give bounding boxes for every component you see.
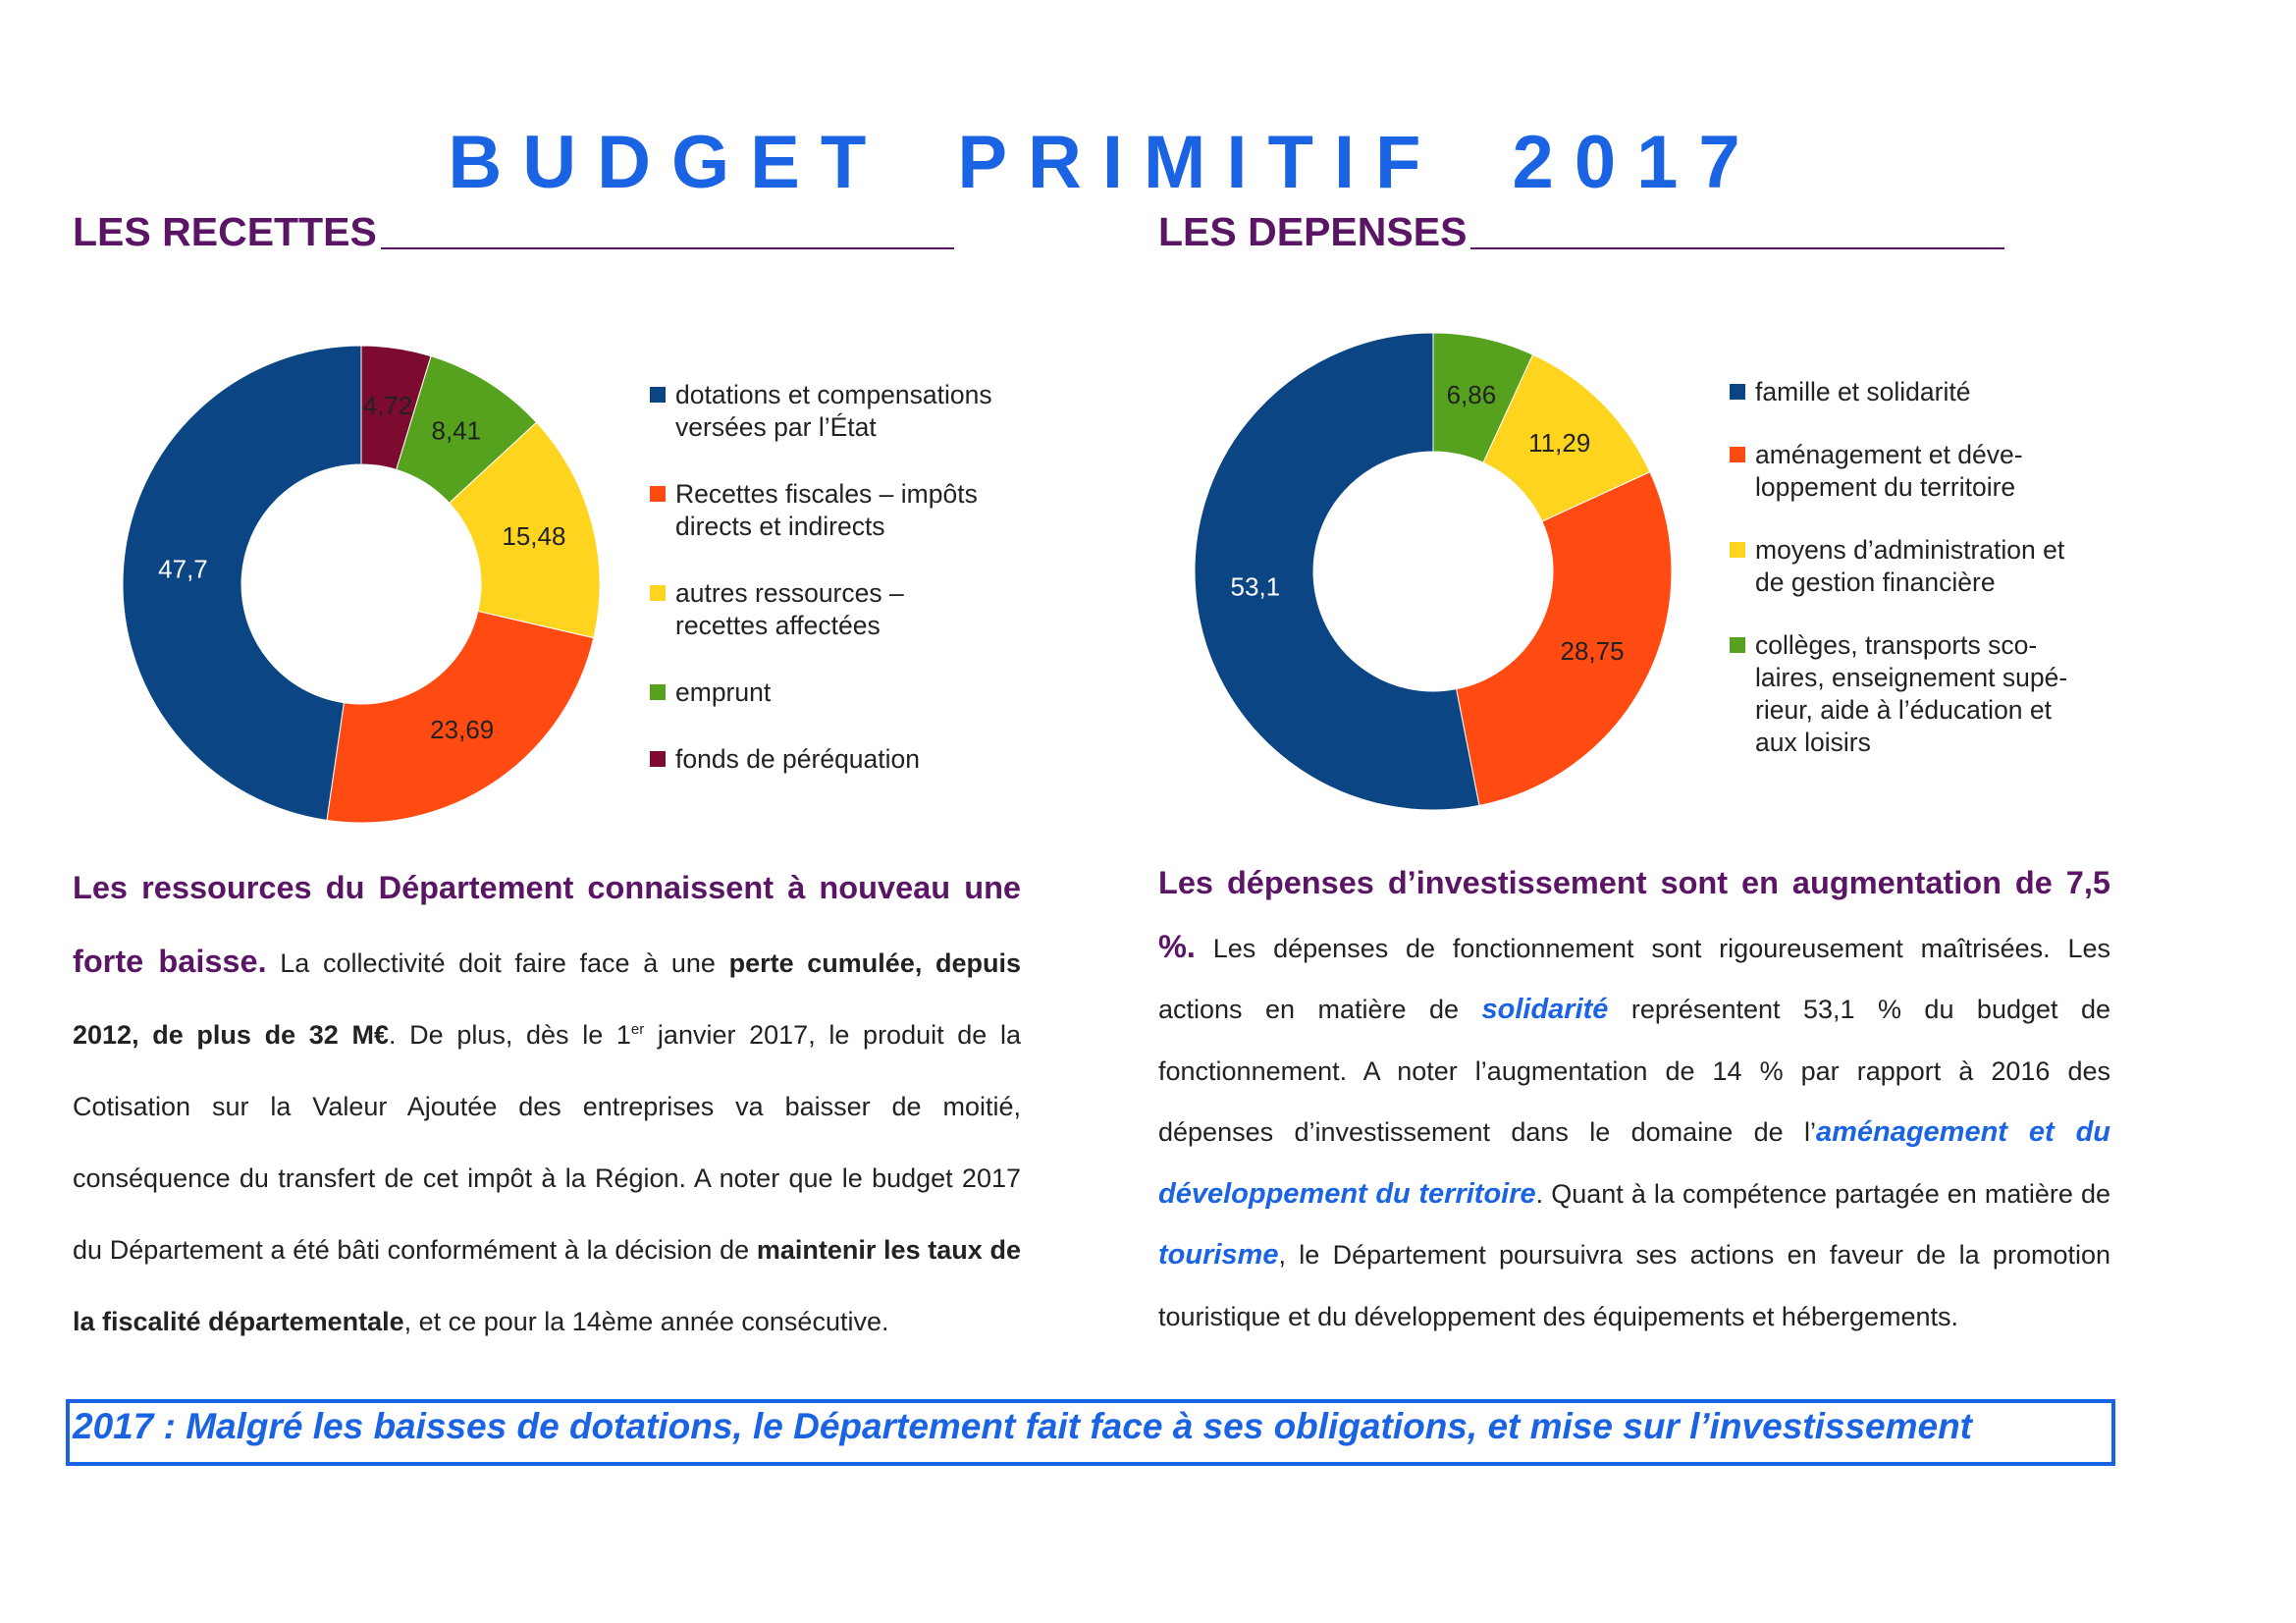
recettes-legend-swatch bbox=[650, 387, 666, 403]
depenses-text-2: représentent 53,1 % du budget de fonctionnement. A noter l’augmentation de 14 % par rapport à 2016 des dépenses d’investissement dans le domaine de l’ bbox=[1158, 995, 2111, 1147]
depenses-text-3: . Quant à la compétence partagée en matière de bbox=[1535, 1178, 2110, 1209]
recettes-text-3: janvier 2017, le produit de la Cotisation sur la Valeur Ajoutée des entreprises va baisser de moitié, conséquence du transfert de cet impôt à la Région. A noter que le budget 2017 du Département a été bâti conformément à la décision de bbox=[73, 1020, 1021, 1265]
recettes-slice-label-0: 47,7 bbox=[158, 554, 208, 584]
recettes-bold-1: perte cumulée, depuis 2012, de plus de 32 M€ bbox=[73, 948, 1021, 1050]
page-title: BUDGET PRIMITIF 2017 bbox=[448, 121, 1761, 204]
recettes-legend-label: autres ressources – recettes affectées bbox=[675, 578, 904, 640]
recettes-legend-label: Recettes fiscales – impôts directs et indirects bbox=[675, 479, 978, 541]
depenses-legend-swatch bbox=[1730, 637, 1745, 653]
recettes-legend-swatch bbox=[650, 751, 666, 767]
conclusion-text: 2017 : Malgré les baisses de dotations, le Département fait face à ses obligations, et mise sur l’investissement bbox=[73, 1406, 1973, 1446]
depenses-text-1: Les dépenses de fonctionnement sont rigoureusement maîtrisées. Les actions en matière de bbox=[1158, 933, 2110, 1024]
recettes-legend-swatch bbox=[650, 486, 666, 502]
recettes-text-1: La collectivité doit faire face à une bbox=[266, 948, 729, 978]
depenses-highlight-solidarite: solidarité bbox=[1481, 994, 1609, 1025]
depenses-legend-label: famille et solidarité bbox=[1755, 377, 1971, 406]
depenses-slice-label-2: 11,29 bbox=[1528, 428, 1591, 459]
recettes-text-4: , et ce pour la 14ème année consécutive. bbox=[403, 1307, 889, 1336]
depenses-legend-label: aménagement et déve- loppement du territoire bbox=[1755, 440, 2023, 502]
recettes-legend-label: emprunt bbox=[675, 677, 772, 707]
depenses-highlight-amenagement: aménagement et du développement du territoire bbox=[1158, 1116, 2110, 1210]
depenses-legend-label: moyens d’administration et de gestion financière bbox=[1755, 535, 2065, 597]
recettes-legend-swatch bbox=[650, 684, 666, 700]
depenses-legend-item bbox=[1730, 629, 2103, 759]
depenses-heading bbox=[1158, 206, 2004, 255]
depenses-legend-swatch bbox=[1730, 542, 1745, 558]
recettes-legend-item bbox=[650, 478, 1042, 543]
recettes-legend bbox=[650, 379, 1042, 810]
depenses-legend-item bbox=[1730, 534, 2103, 599]
depenses-slice-label-1: 28,75 bbox=[1560, 635, 1625, 666]
depenses-slice-label-3: 6,86 bbox=[1446, 380, 1497, 410]
recettes-legend-item bbox=[650, 577, 1042, 642]
depenses-text-4: , le Département poursuivra ses actions en faveur de la promotion touristique et du développement des équipements et hébergements. bbox=[1158, 1240, 2110, 1331]
depenses-legend-label: collèges, transports sco- laires, enseignement supé- rieur, aide à l’éducation et aux loisirs bbox=[1755, 630, 2068, 757]
recettes-sup: er bbox=[630, 1021, 645, 1038]
depenses-highlight-tourisme: tourisme bbox=[1158, 1239, 1279, 1271]
recettes-slice-label-2: 15,48 bbox=[502, 521, 566, 552]
recettes-bold-2: maintenir les taux de la fiscalité départementale bbox=[73, 1235, 1021, 1336]
depenses-paragraph bbox=[1158, 852, 2110, 1347]
recettes-slice-label-1: 23,69 bbox=[430, 715, 495, 745]
recettes-heading-text: LES RECETTES bbox=[73, 209, 377, 254]
recettes-slice-label-4: 4,72 bbox=[362, 390, 413, 420]
depenses-legend-item bbox=[1730, 439, 2103, 504]
depenses-legend-swatch bbox=[1730, 447, 1745, 462]
recettes-legend-item bbox=[650, 743, 1042, 776]
recettes-donut-chart bbox=[116, 339, 607, 830]
recettes-paragraph bbox=[73, 852, 1021, 1358]
recettes-text-2: . De plus, dès le 1 bbox=[388, 1020, 631, 1050]
recettes-legend-swatch bbox=[650, 585, 666, 601]
depenses-legend-item bbox=[1730, 376, 2103, 408]
recettes-legend-item bbox=[650, 676, 1042, 709]
recettes-heading bbox=[73, 206, 954, 255]
recettes-legend-label: dotations et compensations versées par l’État bbox=[675, 380, 992, 442]
recettes-legend-item bbox=[650, 379, 1042, 444]
depenses-legend bbox=[1730, 376, 2103, 789]
recettes-legend-label: fonds de péréquation bbox=[675, 744, 921, 774]
recettes-lead: Les ressources du Département connaissent à nouveau une forte baisse. bbox=[73, 870, 1021, 979]
depenses-heading-rule bbox=[1470, 247, 2004, 249]
recettes-heading-rule bbox=[381, 247, 954, 249]
depenses-heading-text: LES DEPENSES bbox=[1158, 209, 1468, 254]
depenses-lead: Les dépenses d’investissement sont en augmentation de 7,5 %. bbox=[1158, 865, 2110, 964]
depenses-legend-swatch bbox=[1730, 384, 1745, 400]
recettes-slice-label-3: 8,41 bbox=[431, 415, 482, 446]
depenses-donut-chart bbox=[1188, 326, 1679, 817]
depenses-slice-label-0: 53,1 bbox=[1230, 571, 1281, 602]
